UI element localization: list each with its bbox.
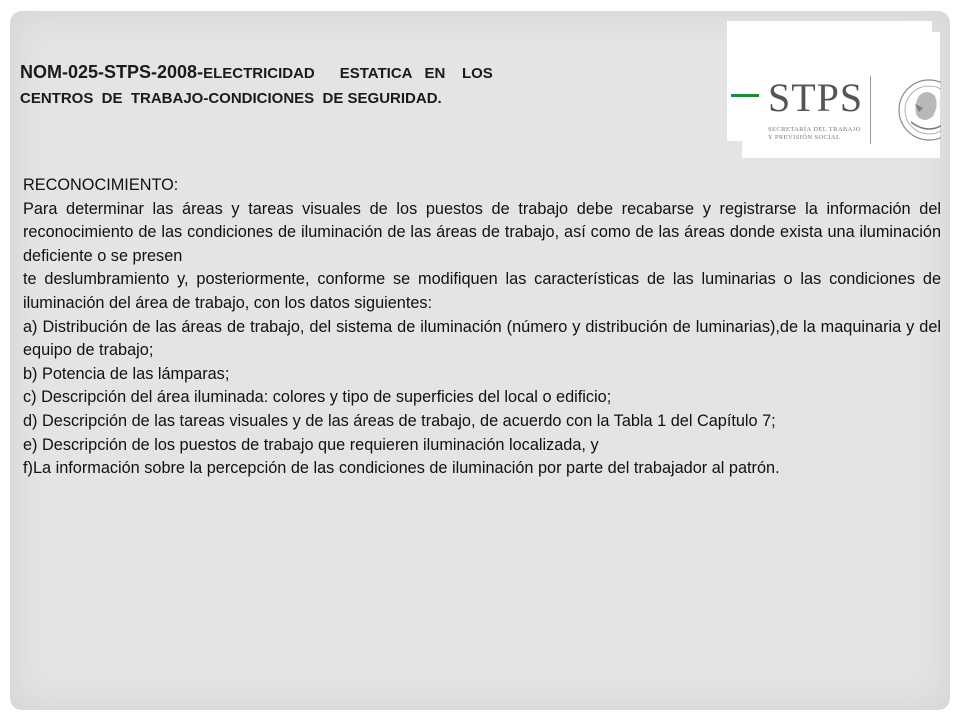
national-seal-icon bbox=[889, 66, 941, 154]
logo-subtitle-line2: Y PREVISIÓN SOCIAL bbox=[768, 134, 841, 141]
list-item-e: e) Descripción de los puestos de trabajo que requieren iluminación localizada, y bbox=[23, 435, 599, 454]
list-item-f: f)La información sobre la percepción de las condiciones de iluminación por parte del trabajador al patrón. bbox=[23, 459, 780, 478]
list-item-d: d) Descripción de las tareas visuales y de las áreas de trabajo, de acuerdo con la Tabla 1 del Capítulo 7; bbox=[23, 411, 776, 430]
body-content bbox=[23, 174, 941, 481]
paragraph-2: te deslumbramiento y, posteriormente, conforme se modifiquen las características de las luminarias o las condiciones de iluminación del área de trabajo, con los datos siguientes: bbox=[23, 270, 941, 312]
stps-logo: STPS bbox=[768, 75, 864, 120]
title-line2: CENTROS DE TRABAJO-CONDICIONES DE SEGURIDAD. bbox=[20, 90, 442, 107]
logo-accent-line bbox=[731, 94, 759, 97]
paragraph-1: Para determinar las áreas y tareas visuales de los puestos de trabajo debe recabarse y registrarse la información del reconocimiento de las condiciones de iluminación de las áreas de trabajo, así como de las áreas donde exista una iluminación deficiente o se presen bbox=[23, 199, 941, 265]
list-item-c: c) Descripción del área iluminada: colores y tipo de superficies del local o edificio; bbox=[23, 388, 612, 407]
section-heading: RECONOCIMIENTO: bbox=[23, 176, 179, 194]
logo-divider bbox=[870, 76, 871, 144]
list-item-a: a) Distribución de las áreas de trabajo, del sistema de iluminación (número y distribución de luminarias),de la maquinaria y del equipo de trabajo; bbox=[23, 317, 941, 360]
logo-subtitle-line1: SECRETARÍA DEL TRABAJO bbox=[768, 126, 861, 133]
slide-title bbox=[20, 60, 682, 111]
title-rest: ELECTRICIDAD ESTATICA EN LOS bbox=[203, 65, 493, 82]
title-lead: NOM-025-STPS-2008- bbox=[20, 62, 204, 82]
logo-subtitle bbox=[768, 126, 878, 142]
list-item-b: b) Potencia de las lámparas; bbox=[23, 364, 230, 383]
